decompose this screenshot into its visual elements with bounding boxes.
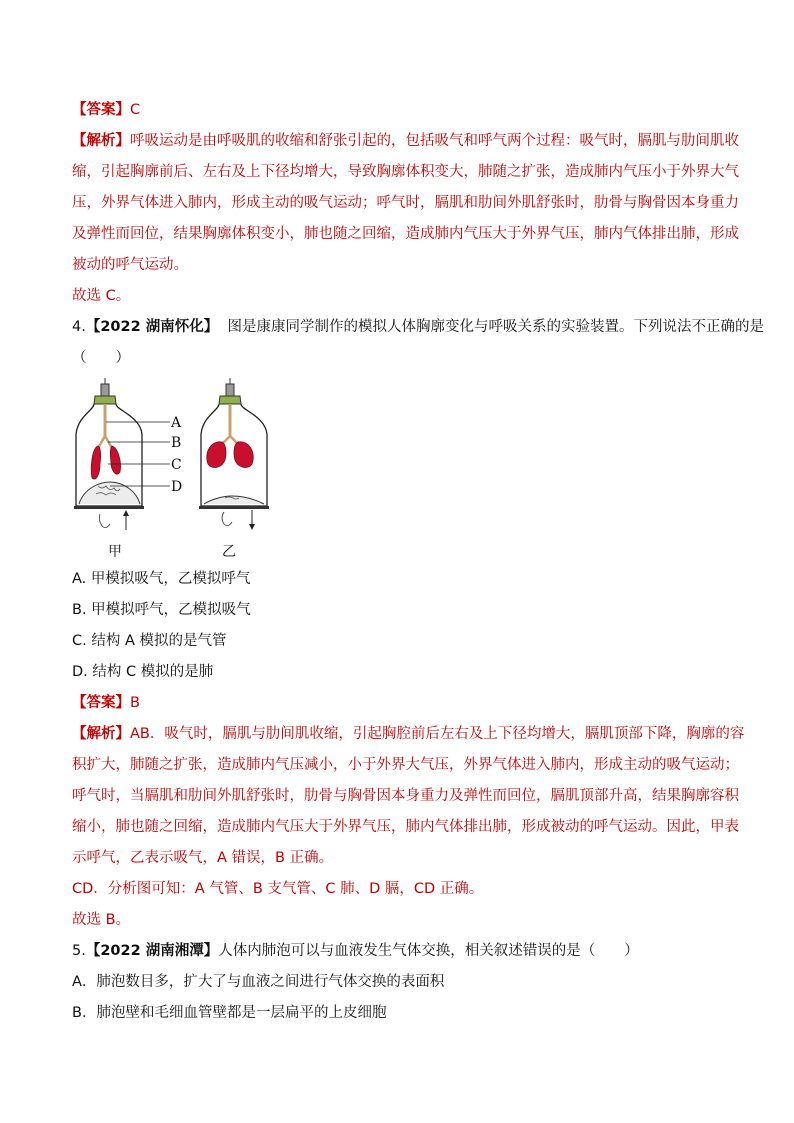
lung-right-jia [110, 446, 120, 474]
lung-right-yi [234, 442, 253, 468]
conclusion-line: 故选 C。 [72, 288, 131, 304]
analysis-line: 呼气时，当膈肌和肋间外肌舒张时，肋骨与胸骨因本身重力及弹性而回位，膈肌顶部升高，结果胸廓容积 [72, 788, 739, 804]
analysis-line: 压，外界气体进入肺内，形成主动的吸气运动；呼气时，膈肌和肋间外肌舒张时，肋骨与胸骨因本身重力 [72, 195, 739, 211]
answer-line-1 [72, 100, 140, 120]
analysis-line: 积扩大，肺随之扩张，造成肺内气压减小，小于外界大气压，外界气体进入肺内，形成主动的吸气运动； [72, 757, 739, 773]
analysis-line: 【解析】AB．吸气时，膈肌与肋间肌收缩，引起胸腔前后左右及上下径均增大，膈肌顶部下降，胸廓的容 [72, 726, 745, 742]
answer-value: C [130, 102, 141, 118]
question-source: 【2022 湖南湘潭】 [85, 943, 219, 959]
label-B: B [171, 435, 182, 451]
lung-left-jia [91, 446, 100, 479]
q5-option-a: A．肺泡数目多，扩大了与血液之间进行气体交换的表面积 [72, 974, 445, 990]
lung-left-yi [207, 442, 226, 468]
analysis-line: 缩小，肺也随之回缩，造成肺内气压大于外界气压，肺内气体排出肺，形成被动的呼气运动。因此，甲表 [72, 819, 739, 835]
option-a: A. 甲模拟吸气，乙模拟呼气 [72, 571, 251, 587]
caption-yi: 乙 [222, 544, 236, 560]
option-d: D. 结构 C 模拟的是肺 [72, 664, 214, 680]
diaphragm-yi [204, 496, 264, 504]
analysis-line: 示呼气，乙表示吸气，A 错误，B 正确。 [72, 850, 334, 866]
answer-tag: 【答案】 [72, 695, 130, 711]
question-5-stem: 5.【2022 湖南湘潭】人体内肺泡可以与血液发生气体交换，相关叙述错误的是（ ） [72, 943, 639, 959]
label-C: C [171, 457, 182, 473]
conclusion-line: 故选 B。 [72, 912, 131, 928]
label-A: A [171, 415, 182, 431]
answer-line-4 [72, 693, 140, 713]
analysis-line: CD．分析图可知：A 气管、B 支气管、C 肺、D 膈，CD 正确。 [72, 881, 484, 897]
answer-tag: 【答案】 [72, 102, 130, 118]
jar-yi [199, 378, 269, 560]
bell-jar-figure [70, 378, 290, 563]
option-c: C. 结构 A 模拟的是气管 [72, 633, 227, 649]
analysis-line: 【解析】呼吸运动是由呼吸肌的收缩和舒张引起的，包括吸气和呼气两个过程：吸气时，膈肌与肋间肌收 [72, 133, 739, 149]
question-4-blank: （ ） [72, 350, 130, 366]
jar-jia [74, 378, 182, 560]
analysis-tag: 【解析】 [72, 726, 130, 742]
analysis-tag: 【解析】 [72, 133, 130, 149]
analysis-line: 缩，引起胸廓前后、左右及上下径均增大，导致胸廓体积变大，肺随之扩张，造成肺内气压小于外界大气 [72, 164, 739, 180]
answer-value: B [130, 695, 140, 711]
option-b: B. 甲模拟呼气，乙模拟吸气 [72, 602, 251, 618]
label-D: D [171, 479, 183, 495]
question-source: 【2022 湖南怀化】 [85, 319, 219, 335]
analysis-line: 被动的呼气运动。 [72, 257, 188, 273]
analysis-line: 及弹性而回位，结果胸廓体积变小，肺也随之回缩，造成肺内气压大于外界气压，肺内气体排出肺，形成 [72, 226, 739, 242]
caption-jia: 甲 [108, 544, 122, 560]
q5-option-b: B．肺泡壁和毛细血管壁都是一层扁平的上皮细胞 [72, 1005, 387, 1021]
question-4-stem: 4.【2022 湖南怀化】 图是康康同学制作的模拟人体胸廓变化与呼吸关系的实验装置。下列说法不正确的是 [72, 319, 764, 335]
